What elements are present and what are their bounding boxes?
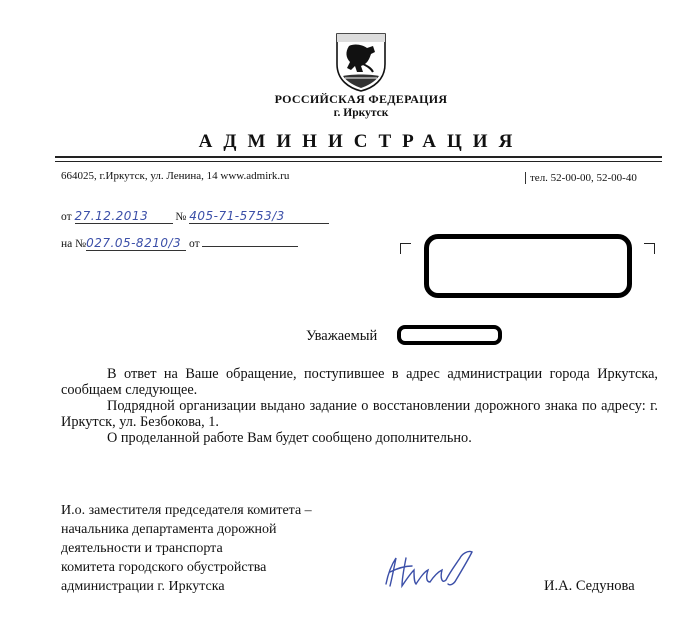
body-paragraph: В ответ на Ваше обращение, поступившее в адрес администрации города Иркутска, сообщаем следующее. [61, 366, 658, 398]
outgoing-date: 27.12.2013 [75, 209, 173, 224]
signer-name: И.А. Седунова [544, 578, 635, 594]
reply-registration [61, 236, 298, 251]
reply-from-label: от [188, 238, 200, 250]
signer-position [61, 501, 312, 596]
reply-date-blank [202, 246, 298, 247]
redacted-recipient-name [397, 325, 502, 345]
salutation: Уважаемый [306, 328, 378, 344]
position-line: И.о. заместителя председателя комитета – [61, 503, 312, 518]
organization-phone: тел. 52-00-00, 52-00-40 [525, 172, 637, 184]
addressee-corner-right [644, 243, 655, 254]
reply-label: на № [61, 238, 87, 250]
city-heading: г. Иркутск [333, 107, 389, 119]
organization-address: 664025, г.Иркутск, ул. Ленина, 14 www.admirk.ru [61, 170, 290, 182]
position-line: деятельности и транспорта [61, 541, 223, 556]
header-rule-thick [55, 156, 662, 158]
header-rule-thin [55, 161, 662, 162]
from-label: от [61, 211, 72, 223]
letter-body [61, 366, 658, 446]
outgoing-number: 405-71-5753/3 [189, 209, 329, 224]
number-label: № [175, 211, 187, 223]
outgoing-registration [61, 209, 329, 224]
country-heading: РОССИЙСКАЯ ФЕДЕРАЦИЯ [274, 92, 448, 106]
redacted-addressee [424, 234, 632, 298]
body-paragraph: О проделанной работе Вам будет сообщено дополнительно. [107, 430, 472, 446]
position-line: комитета городского обустройства [61, 560, 267, 575]
coat-of-arms-emblem [333, 30, 389, 92]
body-paragraph: Подрядной организации выдано задание о восстановлении дорожного знака по адресу: г. Иркутск, ул. Безбокова, 1. [61, 398, 658, 430]
handwritten-signature [376, 544, 488, 592]
position-line: начальника департамента дорожной [61, 522, 277, 537]
reply-number: 027.05-8210/3 [86, 236, 186, 251]
addressee-corner-left [400, 243, 411, 254]
position-line: администрации г. Иркутска [61, 579, 225, 594]
organization-title: АДМИНИСТРАЦИЯ [198, 131, 524, 152]
